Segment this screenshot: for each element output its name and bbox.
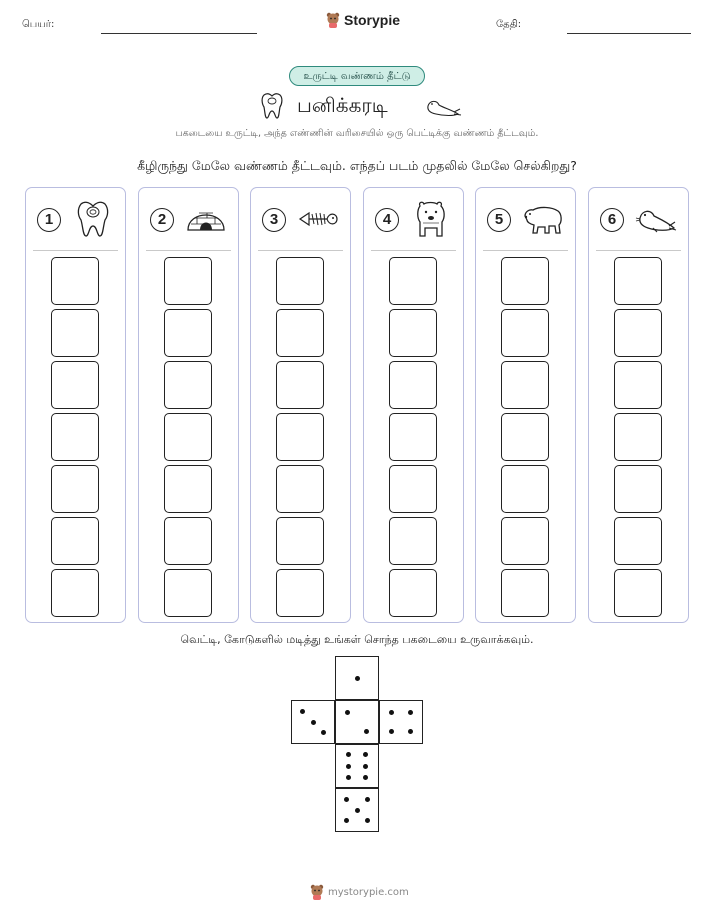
column-4	[363, 187, 464, 623]
name-label: பெயர்:	[22, 19, 55, 30]
igloo-icon	[185, 198, 227, 240]
column-number: 1	[37, 208, 61, 232]
color-box[interactable]	[614, 569, 662, 617]
column-3	[250, 187, 351, 623]
dice-pip	[364, 729, 369, 734]
color-box[interactable]	[164, 361, 212, 409]
color-box[interactable]	[501, 465, 549, 513]
column-1	[25, 187, 126, 623]
activity-tag: உருட்டி வண்ணம் தீட்டு	[289, 66, 425, 86]
dice-pip	[408, 710, 413, 715]
color-box[interactable]	[51, 517, 99, 565]
column-divider	[33, 250, 118, 251]
dice-pip	[300, 709, 305, 714]
dice-pip	[389, 710, 394, 715]
color-box[interactable]	[164, 517, 212, 565]
color-box[interactable]	[614, 465, 662, 513]
color-box[interactable]	[276, 413, 324, 461]
color-box[interactable]	[389, 257, 437, 305]
dice-face-1	[335, 656, 379, 700]
column-divider	[258, 250, 343, 251]
dice-pip	[311, 720, 316, 725]
column-divider	[146, 250, 231, 251]
dice-pip	[321, 730, 326, 735]
dice-pip	[355, 676, 360, 681]
dice-pip	[355, 808, 360, 813]
color-box[interactable]	[51, 465, 99, 513]
walking-polar-bear-icon	[522, 198, 564, 240]
dice-face-3	[291, 700, 335, 744]
storypie-bear-icon	[310, 884, 324, 900]
color-box[interactable]	[614, 361, 662, 409]
dice-pip	[365, 818, 370, 823]
title-row	[256, 91, 466, 121]
color-box[interactable]	[389, 465, 437, 513]
color-box[interactable]	[51, 309, 99, 357]
color-box[interactable]	[276, 361, 324, 409]
color-box[interactable]	[389, 361, 437, 409]
color-box[interactable]	[51, 257, 99, 305]
date-label: தேதி:	[496, 19, 522, 30]
color-box[interactable]	[51, 569, 99, 617]
color-box[interactable]	[389, 309, 437, 357]
color-box[interactable]	[389, 569, 437, 617]
color-box[interactable]	[501, 517, 549, 565]
dice-face-6	[335, 744, 379, 788]
column-divider	[596, 250, 681, 251]
column-number: 4	[375, 208, 399, 232]
dice-pip	[345, 710, 350, 715]
color-box[interactable]	[276, 465, 324, 513]
dice-pip	[365, 797, 370, 802]
dice-face-2	[335, 700, 379, 744]
storypie-bear-icon	[326, 12, 340, 28]
color-box[interactable]	[614, 413, 662, 461]
color-box[interactable]	[501, 257, 549, 305]
dice-pip	[344, 818, 349, 823]
color-box[interactable]	[614, 309, 662, 357]
worksheet-question: கீழிருந்து மேலே வண்ணம் தீட்டவும். எந்தப் படம் முதலில் மேலே செல்கிறது?	[137, 158, 577, 173]
dice-pip	[346, 764, 351, 769]
column-6	[588, 187, 689, 623]
color-box[interactable]	[501, 569, 549, 617]
color-box[interactable]	[51, 361, 99, 409]
dice-pip	[344, 797, 349, 802]
color-box[interactable]	[164, 257, 212, 305]
color-box[interactable]	[614, 257, 662, 305]
brand-name: Storypie	[344, 12, 401, 28]
column-number: 5	[487, 208, 511, 232]
column-divider	[483, 250, 568, 251]
color-box[interactable]	[276, 257, 324, 305]
color-box[interactable]	[276, 569, 324, 617]
dice-face-4	[379, 700, 423, 744]
color-box[interactable]	[276, 517, 324, 565]
column-number: 6	[600, 208, 624, 232]
fish-bone-icon	[297, 198, 339, 240]
color-box[interactable]	[501, 309, 549, 357]
column-number: 2	[150, 208, 174, 232]
color-box[interactable]	[501, 413, 549, 461]
color-box[interactable]	[501, 361, 549, 409]
worksheet-title: பனிக்கரடி	[297, 93, 388, 117]
column-divider	[371, 250, 456, 251]
column-2	[138, 187, 239, 623]
color-box[interactable]	[164, 413, 212, 461]
dice-pip	[389, 729, 394, 734]
color-box[interactable]	[389, 517, 437, 565]
dice-pip	[346, 775, 351, 780]
polar-bear-icon	[410, 198, 452, 240]
dice-pip	[408, 729, 413, 734]
worksheet-subtitle: பகடையை உருட்டி, அந்த எண்ணின் வரிசையில் ஒரு பெட்டிக்கு வண்ணம் தீட்டவும்.	[175, 128, 539, 139]
color-box[interactable]	[389, 413, 437, 461]
dice-instruction: வெட்டி, கோடுகளில் மடித்து உங்கள் சொந்த பகடையை உருவாக்கவும்.	[180, 633, 534, 646]
footer-url[interactable]: mystorypie.com	[328, 886, 409, 898]
column-5	[475, 187, 576, 623]
tooth-icon	[260, 92, 284, 120]
dice-face-5	[335, 788, 379, 832]
color-box[interactable]	[164, 309, 212, 357]
tooth-icon	[72, 198, 114, 240]
color-box[interactable]	[51, 413, 99, 461]
color-box[interactable]	[276, 309, 324, 357]
date-line[interactable]	[567, 33, 691, 34]
seal-icon	[424, 96, 462, 118]
color-box[interactable]	[164, 569, 212, 617]
dice-pip	[363, 764, 368, 769]
color-box[interactable]	[164, 465, 212, 513]
color-box[interactable]	[614, 517, 662, 565]
column-number: 3	[262, 208, 286, 232]
dice-pip	[346, 752, 351, 757]
seal-icon	[635, 198, 677, 240]
dice-pip	[363, 775, 368, 780]
dice-pip	[363, 752, 368, 757]
name-line[interactable]	[101, 33, 257, 34]
brand-logo	[326, 12, 400, 28]
footer	[310, 884, 409, 900]
